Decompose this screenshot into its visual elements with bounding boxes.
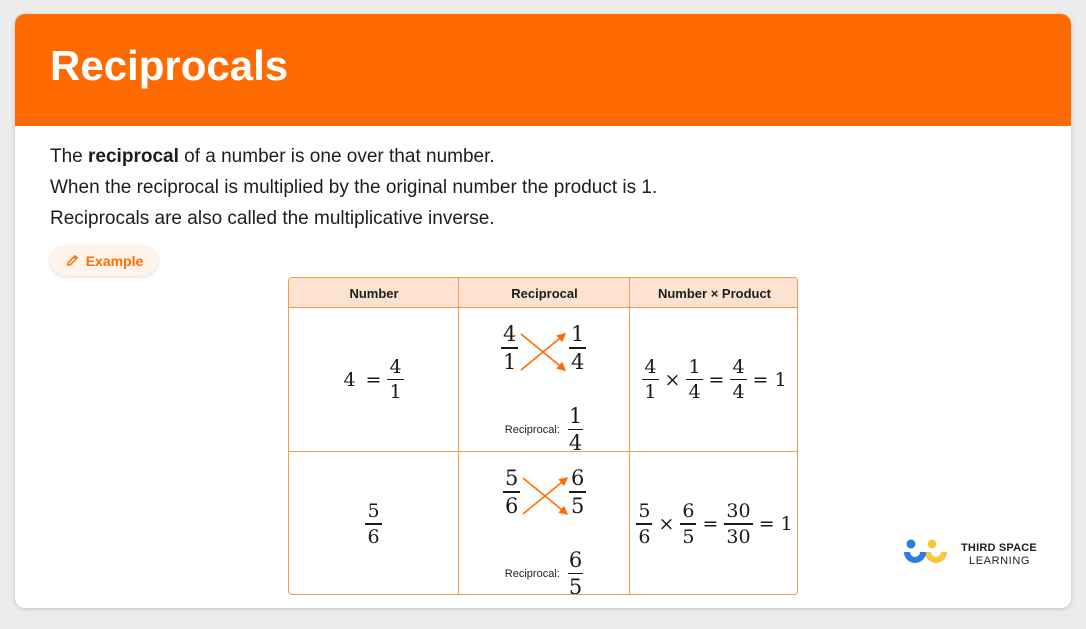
logo-line-1: THIRD SPACE — [961, 542, 1037, 554]
denominator: 4 — [688, 381, 701, 404]
times-sign: × — [658, 513, 675, 535]
denominator: 5 — [568, 575, 583, 595]
numerator: 5 — [367, 500, 380, 523]
original-fraction — [503, 466, 520, 518]
header-reciprocal: Reciprocal — [459, 278, 630, 308]
product-result: 1 — [780, 513, 793, 535]
equals-sign: = — [758, 513, 775, 535]
denominator: 6 — [638, 525, 651, 548]
reciprocal-fraction — [569, 322, 586, 374]
denominator: 4 — [568, 431, 583, 455]
reciprocal-caption-label: Reciprocal: — [504, 567, 560, 580]
numerator: 4 — [503, 322, 517, 346]
fraction — [730, 356, 746, 404]
numerator: 4 — [732, 355, 745, 378]
example-label: Example — [85, 252, 144, 269]
numerator: 4 — [644, 355, 657, 378]
numerator: 5 — [505, 466, 519, 490]
caption-fraction — [568, 548, 583, 595]
header-product: Number × Product — [630, 278, 798, 308]
row1-reciprocal-cell — [459, 308, 629, 455]
row1-number-cell — [289, 308, 458, 451]
intro-keyword: reciprocal — [88, 146, 179, 167]
denominator: 4 — [571, 349, 585, 374]
denominator: 5 — [682, 525, 695, 548]
intro-line-2: When the reciprocal is multiplied by the original number the product is 1. — [50, 177, 658, 198]
intro-line-3: Reciprocals are also called the multiplicative inverse. — [50, 208, 495, 229]
numerator: 1 — [571, 322, 585, 346]
times-sign: × — [664, 368, 681, 391]
equals-sign: = — [708, 368, 725, 391]
intro-line-1-end: of a number is one over that number. — [178, 146, 495, 167]
intro-text — [50, 141, 657, 234]
logo-line-2: LEARNING — [969, 555, 1031, 567]
third-space-learning-logo — [903, 538, 1038, 574]
pencil-icon — [65, 253, 80, 268]
numerator: 6 — [571, 466, 585, 490]
example-button[interactable] — [50, 245, 158, 276]
intro-line-1 — [50, 141, 657, 172]
equals-sign: = — [365, 368, 382, 391]
page-title: Reciprocals — [50, 42, 289, 89]
intro-line-1-start: The — [50, 146, 89, 167]
equals-sign: = — [752, 368, 769, 391]
swap-arrows-icon — [521, 472, 573, 520]
reciprocal-caption — [459, 404, 629, 455]
product-result: 1 — [774, 368, 787, 391]
numerator: 4 — [389, 355, 402, 378]
logo-wordmark — [961, 542, 1037, 568]
logo-mark-icon — [903, 538, 955, 572]
numerator: 5 — [638, 500, 651, 523]
numerator: 6 — [568, 548, 583, 572]
title-banner — [15, 14, 1071, 126]
reciprocal-caption — [459, 548, 629, 595]
reciprocal-caption-label: Reciprocal: — [504, 423, 560, 436]
denominator: 30 — [726, 525, 751, 548]
denominator: 6 — [505, 493, 519, 518]
equals-sign: = — [702, 513, 719, 535]
row2-number-cell — [289, 452, 458, 595]
fraction — [686, 356, 702, 404]
reciprocal-table — [288, 277, 798, 595]
denominator: 1 — [644, 381, 657, 404]
denominator: 4 — [732, 381, 745, 404]
reciprocal-fraction — [569, 466, 586, 518]
caption-fraction — [568, 404, 583, 455]
numerator: 6 — [682, 500, 695, 523]
numerator: 30 — [726, 500, 751, 523]
slide-card — [15, 14, 1071, 608]
fraction — [636, 500, 652, 548]
header-number: Number — [289, 278, 459, 308]
fraction — [724, 500, 752, 548]
denominator: 1 — [389, 381, 402, 404]
whole-number: 4 — [343, 368, 356, 391]
numerator: 1 — [568, 404, 583, 428]
original-fraction — [501, 322, 518, 374]
fraction — [642, 356, 658, 404]
fraction — [387, 356, 403, 404]
denominator: 1 — [503, 349, 517, 374]
fraction — [680, 500, 696, 548]
fraction — [365, 500, 381, 548]
denominator: 6 — [367, 525, 380, 548]
denominator: 5 — [571, 493, 585, 518]
numerator: 1 — [688, 355, 701, 378]
row2-product-cell — [630, 452, 798, 595]
swap-arrows-icon — [519, 328, 571, 376]
row1-product-cell — [630, 308, 798, 451]
row2-reciprocal-cell — [459, 452, 629, 595]
